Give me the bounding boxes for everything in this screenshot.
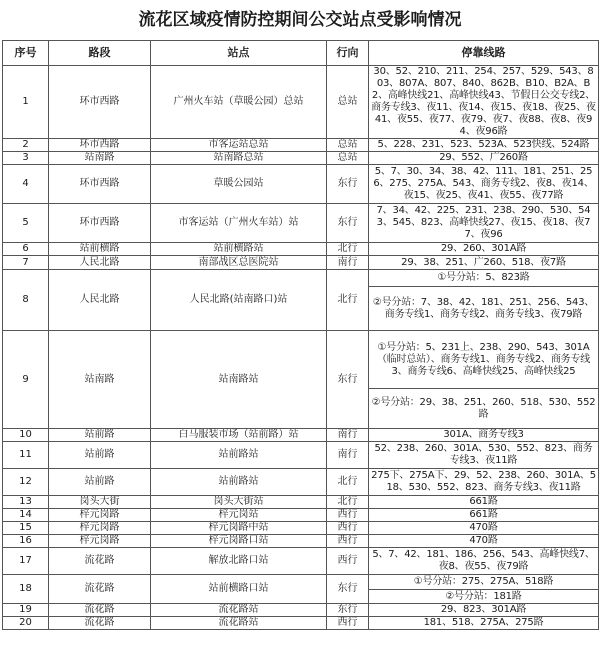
bus-lines-cell: ①号分站：5、231上、238、290、543、301A（临时总站）、商务专线1、商务专线2、商务专线3、商务专线6、高峰快线25、高峰快线25 (369, 331, 599, 389)
road-cell: 岗头大街 (49, 496, 151, 509)
row-number: 12 (3, 469, 49, 496)
bus-lines-cell: 29、38、251、广260、518、夜7路 (369, 256, 599, 270)
row-number: 8 (3, 270, 49, 331)
bus-lines-cell: 470路 (369, 522, 599, 535)
stop-cell: 流花路站 (151, 604, 327, 617)
stop-cell: 南部战区总医院站 (151, 256, 327, 270)
header-stop: 站点 (151, 41, 327, 66)
bus-lines-cell: 181、518、275A、275路 (369, 617, 599, 630)
bus-lines-cell: ②号分站：29、38、251、260、518、530、552路 (369, 389, 599, 429)
row-number: 13 (3, 496, 49, 509)
table-row (3, 509, 599, 522)
bus-lines-cell: 52、238、260、301A、530、552、823、商务专线3、夜11路 (369, 442, 599, 469)
table-row (3, 496, 599, 509)
direction-cell: 西行 (327, 617, 369, 630)
row-number: 6 (3, 243, 49, 256)
direction-cell: 北行 (327, 469, 369, 496)
stop-cell: 梓元岗站 (151, 509, 327, 522)
bus-lines-cell: 470路 (369, 535, 599, 548)
road-cell: 环市西路 (49, 139, 151, 152)
table-row (3, 256, 599, 270)
bus-lines-cell: 7、34、42、225、231、238、290、530、543、545、823、高峰快线27、夜15、夜18、夜77、夜96 (369, 204, 599, 243)
page-title: 流花区域疫情防控期间公交站点受影响情况 (138, 10, 462, 30)
direction-cell: 总站 (327, 66, 369, 139)
table-row (3, 442, 599, 469)
header-lines: 停靠线路 (369, 41, 599, 66)
table-row (3, 243, 599, 256)
stop-cell: 广州火车站（草暖公园）总站 (151, 66, 327, 139)
table-row (3, 617, 599, 630)
road-cell: 站南路 (49, 331, 151, 429)
stop-cell: 梓元岗路口站 (151, 535, 327, 548)
road-cell: 站前横路 (49, 243, 151, 256)
direction-cell: 东行 (327, 165, 369, 204)
table-row (3, 469, 599, 496)
stop-cell: 站前路站 (151, 442, 327, 469)
bus-lines-cell: 5、228、231、523、523A、523快线、524路 (369, 139, 599, 152)
bus-lines-cell: 29、823、301A路 (369, 604, 599, 617)
stop-cell: 白马服装市场（站前路）站 (151, 429, 327, 442)
row-number: 17 (3, 548, 49, 575)
road-cell: 梓元岗路 (49, 535, 151, 548)
stop-cell: 梓元岗路中站 (151, 522, 327, 535)
road-cell: 流花路 (49, 604, 151, 617)
direction-cell: 西行 (327, 509, 369, 522)
direction-cell: 东行 (327, 575, 369, 604)
header-no: 序号 (3, 41, 49, 66)
row-number: 10 (3, 429, 49, 442)
road-cell: 站南路 (49, 152, 151, 165)
bus-lines-cell: 29、552、广260路 (369, 152, 599, 165)
direction-cell: 东行 (327, 331, 369, 429)
bus-lines-cell: 301A、商务专线3 (369, 429, 599, 442)
stop-cell: 市客运站（广州火车站）站 (151, 204, 327, 243)
row-number: 1 (3, 66, 49, 139)
table-row (3, 139, 599, 152)
road-cell: 人民北路 (49, 256, 151, 270)
road-cell: 梓元岗路 (49, 522, 151, 535)
direction-cell: 西行 (327, 535, 369, 548)
stop-cell: 岗头大街站 (151, 496, 327, 509)
table-row (3, 152, 599, 165)
table-row (3, 522, 599, 535)
stop-cell: 站前路站 (151, 469, 327, 496)
direction-cell: 南行 (327, 256, 369, 270)
header-direction: 行向 (327, 41, 369, 66)
stop-cell: 人民北路(站南路口)站 (151, 270, 327, 331)
stop-cell: 站前横路站 (151, 243, 327, 256)
bus-lines-cell: ②号分站：181路 (369, 590, 599, 604)
stop-cell: 市客运站总站 (151, 139, 327, 152)
direction-cell: 南行 (327, 442, 369, 469)
direction-cell: 东行 (327, 204, 369, 243)
table-row (3, 575, 599, 590)
row-number: 9 (3, 331, 49, 429)
road-cell: 站前路 (49, 442, 151, 469)
stop-cell: 草暖公园站 (151, 165, 327, 204)
bus-stop-table (2, 40, 599, 630)
direction-cell: 南行 (327, 429, 369, 442)
row-number: 11 (3, 442, 49, 469)
direction-cell: 北行 (327, 243, 369, 256)
row-number: 7 (3, 256, 49, 270)
table-row (3, 66, 599, 139)
stop-cell: 流花路站 (151, 617, 327, 630)
road-cell: 站前路 (49, 429, 151, 442)
bus-lines-cell: ②号分站：7、38、42、181、251、256、543、商务专线1、商务专线2、商务专线3、夜79路 (369, 287, 599, 331)
table-row (3, 604, 599, 617)
row-number: 5 (3, 204, 49, 243)
bus-lines-cell: 30、52、210、211、254、257、529、543、803、807A、807、840、862B、B10、B2A、B2、高峰快线21、高峰快线43、节假日公交专线2、商务专线3、夜11、夜14、夜15、夜18、夜25、夜41、夜55、夜77、夜79、夜7、夜88、夜8、夜94、夜96路 (369, 66, 599, 139)
row-number: 19 (3, 604, 49, 617)
bus-lines-cell: 5、7、30、34、38、42、111、181、251、256、275、275A、543、商务专线2、夜8、夜14、夜15、夜25、夜41、夜55、夜77路 (369, 165, 599, 204)
table-row (3, 429, 599, 442)
table-row (3, 204, 599, 243)
road-cell: 人民北路 (49, 270, 151, 331)
row-number: 2 (3, 139, 49, 152)
bus-lines-cell: 275下、275A下、29、52、238、260、301A、518、530、552、823、商务专线3、夜11路 (369, 469, 599, 496)
row-number: 3 (3, 152, 49, 165)
bus-lines-cell: ①号分站：275、275A、518路 (369, 575, 599, 590)
direction-cell: 总站 (327, 152, 369, 165)
table-row (3, 535, 599, 548)
stop-cell: 站前横路口站 (151, 575, 327, 604)
row-number: 20 (3, 617, 49, 630)
table-header-row (3, 41, 599, 66)
direction-cell: 西行 (327, 548, 369, 575)
bus-lines-cell: ①号分站：5、823路 (369, 270, 599, 287)
header-road: 路段 (49, 41, 151, 66)
table-row (3, 331, 599, 389)
direction-cell: 总站 (327, 139, 369, 152)
road-cell: 环市西路 (49, 204, 151, 243)
road-cell: 梓元岗路 (49, 509, 151, 522)
row-number: 16 (3, 535, 49, 548)
road-cell: 环市西路 (49, 165, 151, 204)
road-cell: 流花路 (49, 617, 151, 630)
row-number: 14 (3, 509, 49, 522)
road-cell: 流花路 (49, 575, 151, 604)
row-number: 18 (3, 575, 49, 604)
road-cell: 站前路 (49, 469, 151, 496)
bus-lines-cell: 661路 (369, 509, 599, 522)
direction-cell: 东行 (327, 604, 369, 617)
table-body (3, 66, 599, 630)
direction-cell: 西行 (327, 522, 369, 535)
table-row (3, 548, 599, 575)
bus-lines-cell: 5、7、42、181、186、256、543、高峰快线7、夜8、夜55、夜79路 (369, 548, 599, 575)
row-number: 15 (3, 522, 49, 535)
table-row (3, 165, 599, 204)
direction-cell: 北行 (327, 496, 369, 509)
stop-cell: 站南路站 (151, 331, 327, 429)
road-cell: 流花路 (49, 548, 151, 575)
stop-cell: 站南路总站 (151, 152, 327, 165)
direction-cell: 北行 (327, 270, 369, 331)
table-row (3, 270, 599, 287)
row-number: 4 (3, 165, 49, 204)
road-cell: 环市西路 (49, 66, 151, 139)
stop-cell: 解放北路口站 (151, 548, 327, 575)
bus-lines-cell: 29、260、301A路 (369, 243, 599, 256)
bus-lines-cell: 661路 (369, 496, 599, 509)
